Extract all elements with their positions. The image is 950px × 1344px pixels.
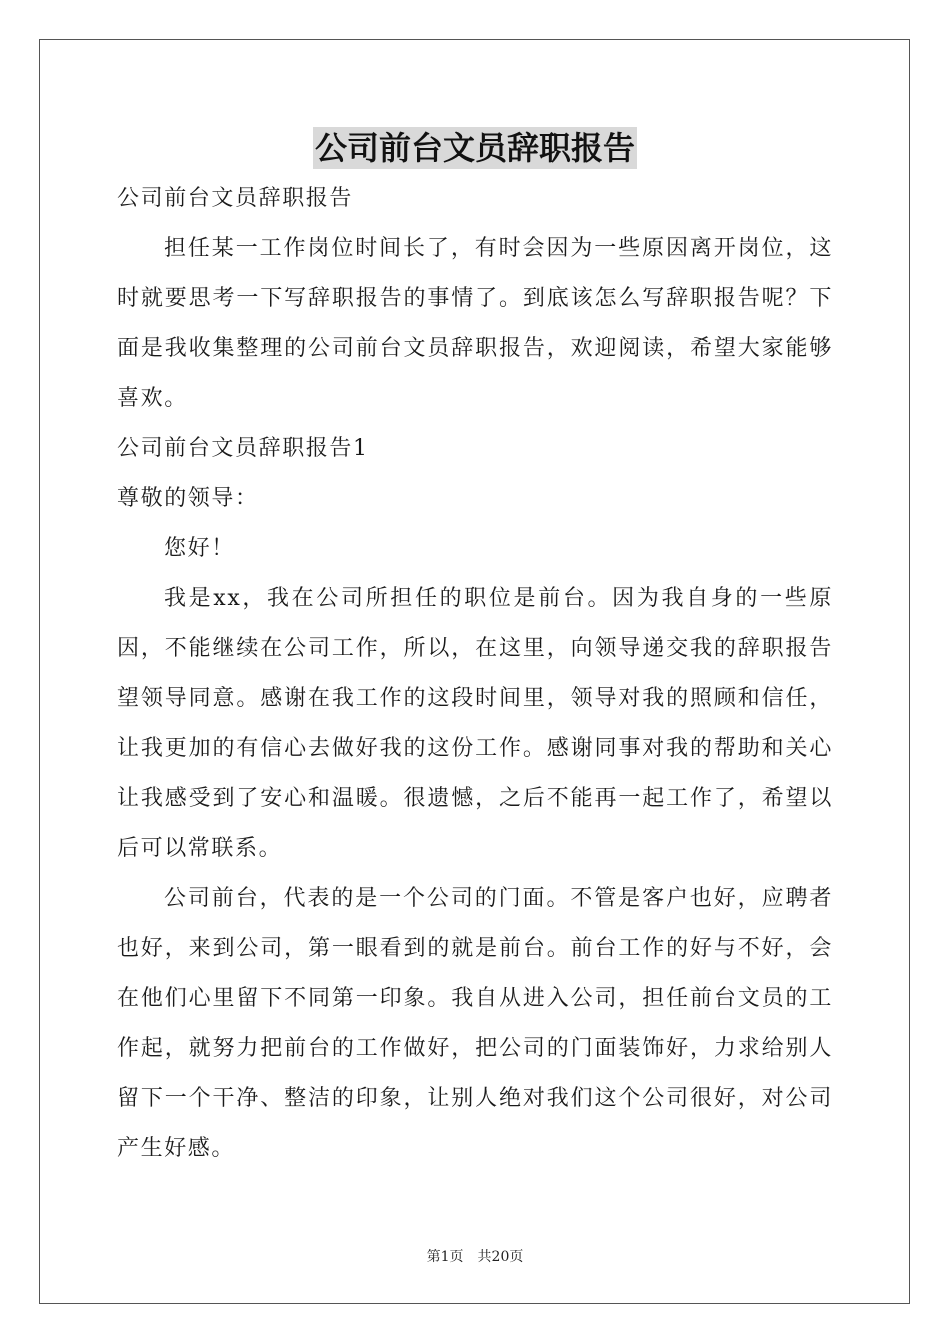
document-title: 公司前台文员辞职报告 bbox=[314, 129, 635, 167]
page-number: 第1页 bbox=[426, 1249, 464, 1265]
section-heading: 公司前台文员辞职报告1 bbox=[117, 436, 369, 461]
page-footer bbox=[0, 1248, 950, 1266]
intro-paragraph: 担任某一工作岗位时间长了，有时会因为一些原因离开岗位，这时就要思考一下写辞职报告的事情了。到底该怎么写辞职报告呢？下面是我收集整理的公司前台文员辞职报告，欢迎阅读，希望大家能够喜欢。 bbox=[117, 236, 833, 411]
document-title-wrapper bbox=[0, 127, 950, 169]
salutation: 尊敬的领导： bbox=[117, 486, 259, 511]
greeting: 您好！ bbox=[164, 536, 235, 561]
body-paragraph-2: 公司前台，代表的是一个公司的门面。不管是客户也好，应聘者也好，来到公司，第一眼看到的就是前台。前台工作的好与不好，会在他们心里留下不同第一印象。我自从进入公司，担任前台文员的工作起，就努力把前台的工作做好，把公司的门面装饰好，力求给别人留下一个干净、整洁的印象，让别人绝对我们这个公司很好，对公司产生好感。 bbox=[117, 886, 833, 1161]
body-paragraph-1: 我是xx，我在公司所担任的职位是前台。因为我自身的一些原因，不能继续在公司工作，所以，在这里，向领导递交我的辞职报告望领导同意。感谢在我工作的这段时间里，领导对我的照顾和信任，让我更加的有信心去做好我的这份工作。感谢同事对我的帮助和关心让我感受到了安心和温暖。很遗憾，之后不能再一起工作了，希望以后可以常联系。 bbox=[117, 586, 833, 861]
document-subtitle: 公司前台文员辞职报告 bbox=[117, 186, 354, 211]
document-body bbox=[117, 174, 833, 1174]
page-total: 共20页 bbox=[477, 1249, 524, 1265]
